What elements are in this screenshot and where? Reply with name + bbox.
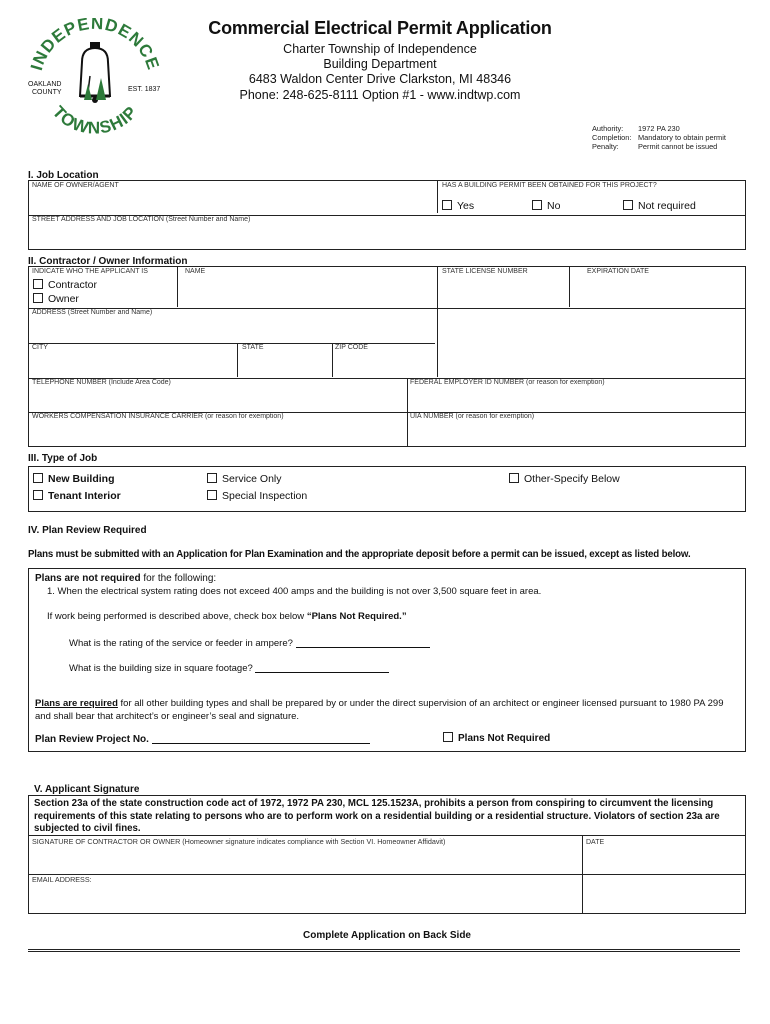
size-question-row — [69, 662, 389, 674]
township-logo — [24, 18, 166, 146]
type-of-job-box — [28, 466, 746, 512]
license-field[interactable] — [441, 277, 565, 305]
footer-text: Complete Application on Back Side — [303, 930, 471, 941]
permit-yes-checkbox[interactable] — [442, 200, 474, 212]
new-building-label: New Building — [48, 473, 115, 485]
not-required-item-1: 1. When the electrical system rating does not exceed 400 amps and the building is not over 3,500 square feet in area. — [47, 586, 542, 597]
plans-not-required-label: Plans Not Required — [458, 733, 551, 744]
fein-label: FEDERAL EMPLOYER ID NUMBER (or reason for exemption) — [410, 379, 605, 386]
expiration-label: EXPIRATION DATE — [587, 268, 649, 275]
completion-value: Mandatory to obtain permit — [638, 133, 726, 142]
date-field[interactable] — [586, 848, 742, 872]
state-label: STATE — [242, 344, 264, 351]
plan-review-intro: Plans must be submitted with an Application for Plan Examination and the appropriate deposit before a permit can be issued, except as listed below. — [28, 549, 691, 560]
owner-agent-label: NAME OF OWNER/AGENT — [32, 182, 119, 189]
permit-no-label: No — [547, 200, 561, 212]
special-inspection-label: Special Inspection — [222, 490, 308, 502]
owner-agent-field[interactable] — [33, 191, 433, 213]
section-4-title: IV. Plan Review Required — [28, 525, 147, 536]
permit-not-required-label: Not required — [638, 200, 696, 212]
date-label: DATE — [586, 839, 605, 846]
required-paragraph — [35, 697, 735, 723]
project-no-row — [35, 733, 370, 745]
contractor-info-box — [28, 266, 746, 447]
job-location-box — [28, 180, 746, 250]
expiration-field[interactable] — [573, 277, 743, 305]
logo-county-2: COUNTY — [32, 89, 62, 96]
authority-block — [592, 124, 726, 151]
penalty-value: Permit cannot be issued — [638, 142, 718, 151]
license-label: STATE LICENSE NUMBER — [442, 268, 528, 275]
service-only-checkbox[interactable] — [207, 473, 282, 485]
signature-field[interactable] — [33, 848, 578, 872]
bell-icon — [80, 42, 110, 103]
check-instruction — [47, 611, 407, 622]
tenant-interior-checkbox[interactable] — [33, 490, 121, 502]
email-label: EMAIL ADDRESS: — [32, 875, 92, 884]
logo-top-text: INDEPENDENCE — [26, 18, 164, 73]
footer-divider — [28, 949, 740, 952]
logo-est: EST. 1837 — [128, 86, 161, 93]
permit-yes-label: Yes — [457, 200, 475, 212]
check-instruction-bold: “Plans Not Required.” — [306, 611, 407, 622]
rating-question: What is the rating of the service or feeder in ampere? — [69, 638, 293, 649]
other-label: Other-Specify Below — [524, 473, 620, 485]
plans-not-required-checkbox[interactable] — [443, 732, 550, 744]
street-address-label: STREET ADDRESS AND JOB LOCATION (Street Number and Name) — [32, 216, 251, 223]
signature-box — [28, 795, 746, 914]
wc-carrier-label: WORKERS COMPENSATION INSURANCE CARRIER (or reason for exemption) — [32, 413, 284, 420]
section-5-title: V. Applicant Signature — [34, 784, 140, 795]
permit-not-required-checkbox[interactable] — [623, 200, 696, 212]
email-field[interactable] — [33, 885, 578, 911]
new-building-checkbox[interactable] — [33, 473, 115, 485]
rating-input[interactable] — [296, 637, 430, 648]
owner-checkbox[interactable] — [33, 293, 79, 305]
not-required-rest: for the following: — [140, 573, 217, 584]
state-field[interactable] — [241, 353, 329, 375]
header-line-3: 6483 Waldon Center Drive Clarkston, MI 48346 — [248, 72, 512, 86]
not-required-heading — [35, 573, 216, 584]
penalty-label: Penalty: — [592, 142, 619, 151]
logo-county-1: OAKLAND — [28, 81, 62, 88]
page-title: Commercial Electrical Permit Application — [208, 18, 552, 38]
svg-text:TOWNSHIP — [49, 102, 142, 137]
wc-carrier-field[interactable] — [33, 422, 403, 444]
project-no-input[interactable] — [152, 733, 370, 744]
section-3-title: III. Type of Job — [28, 453, 98, 464]
address-field[interactable] — [33, 318, 433, 340]
other-checkbox[interactable] — [509, 473, 620, 485]
address-label: ADDRESS (Street Number and Name) — [32, 309, 153, 316]
special-inspection-checkbox[interactable] — [207, 490, 307, 502]
header-line-4: Phone: 248-625-8111 Option #1 - www.indtwp.com — [239, 88, 521, 102]
phone-label: TELEPHONE NUMBER (Include Area Code) — [32, 379, 171, 386]
name-label: NAME — [185, 268, 206, 275]
project-no-label: Plan Review Project No. — [35, 734, 149, 745]
size-question: What is the building size in square footage? — [69, 663, 253, 674]
rating-question-row — [69, 637, 430, 649]
service-only-label: Service Only — [222, 473, 282, 485]
not-required-bold: Plans are not required — [35, 573, 141, 584]
logo-bottom-text: TOWNSHIP — [48, 102, 142, 138]
tenant-interior-label: Tenant Interior — [48, 490, 121, 502]
phone-field[interactable] — [33, 388, 403, 410]
zip-field[interactable] — [336, 353, 434, 375]
fein-field[interactable] — [411, 388, 743, 410]
required-bold: Plans are required — [35, 698, 118, 709]
permit-question-label: HAS A BUILDING PERMIT BEEN OBTAINED FOR THIS PROJECT? — [442, 182, 657, 189]
street-address-field[interactable] — [33, 225, 741, 247]
city-field[interactable] — [33, 353, 233, 375]
indicate-applicant-label: INDICATE WHO THE APPLICANT IS — [32, 268, 148, 275]
size-input[interactable] — [255, 662, 389, 673]
uia-label: UIA NUMBER (or reason for exemption) — [410, 413, 535, 420]
check-instruction-text: If work being performed is described above, check box below — [47, 611, 307, 622]
owner-label: Owner — [48, 293, 79, 305]
uia-field[interactable] — [411, 422, 743, 444]
header-line-1: Charter Township of Independence — [283, 42, 477, 56]
authority-label: Authority: — [592, 124, 624, 133]
completion-label: Completion: — [592, 133, 632, 142]
header-line-2: Building Department — [323, 57, 437, 71]
authority-value: 1972 PA 230 — [638, 124, 680, 133]
signature-label: SIGNATURE OF CONTRACTOR OR OWNER (Homeowner signature indicates compliance with Section VI. Homeowner Affidavit) — [32, 837, 446, 846]
zip-label: ZIP CODE — [335, 344, 368, 351]
section-1-title: I. Job Location — [28, 170, 99, 181]
name-field[interactable] — [181, 277, 433, 305]
required-rest: for all other building types and shall be prepared by or under the direct supervision of an architect or engineer licensed pursuant to 1980 PA 299 and shall bear that architect’s or engineer’s seal and signature. — [35, 698, 724, 722]
licensing-statement: Section 23a of the state construction code act of 1972, 1972 PA 230, MCL 125.1523A, prohibits a person from conspiring to circumvent the licensing requirements of this state relating to persons who are to perform work on a residential building or a residential structure. Violators of section 23a are subjected to civil fines. — [34, 798, 720, 834]
contractor-checkbox[interactable] — [33, 279, 97, 291]
contractor-label: Contractor — [48, 279, 98, 291]
permit-no-checkbox[interactable] — [532, 200, 560, 212]
city-label: CITY — [32, 344, 48, 351]
plan-review-box — [28, 568, 746, 752]
section-2-title: II. Contractor / Owner Information — [28, 256, 188, 267]
